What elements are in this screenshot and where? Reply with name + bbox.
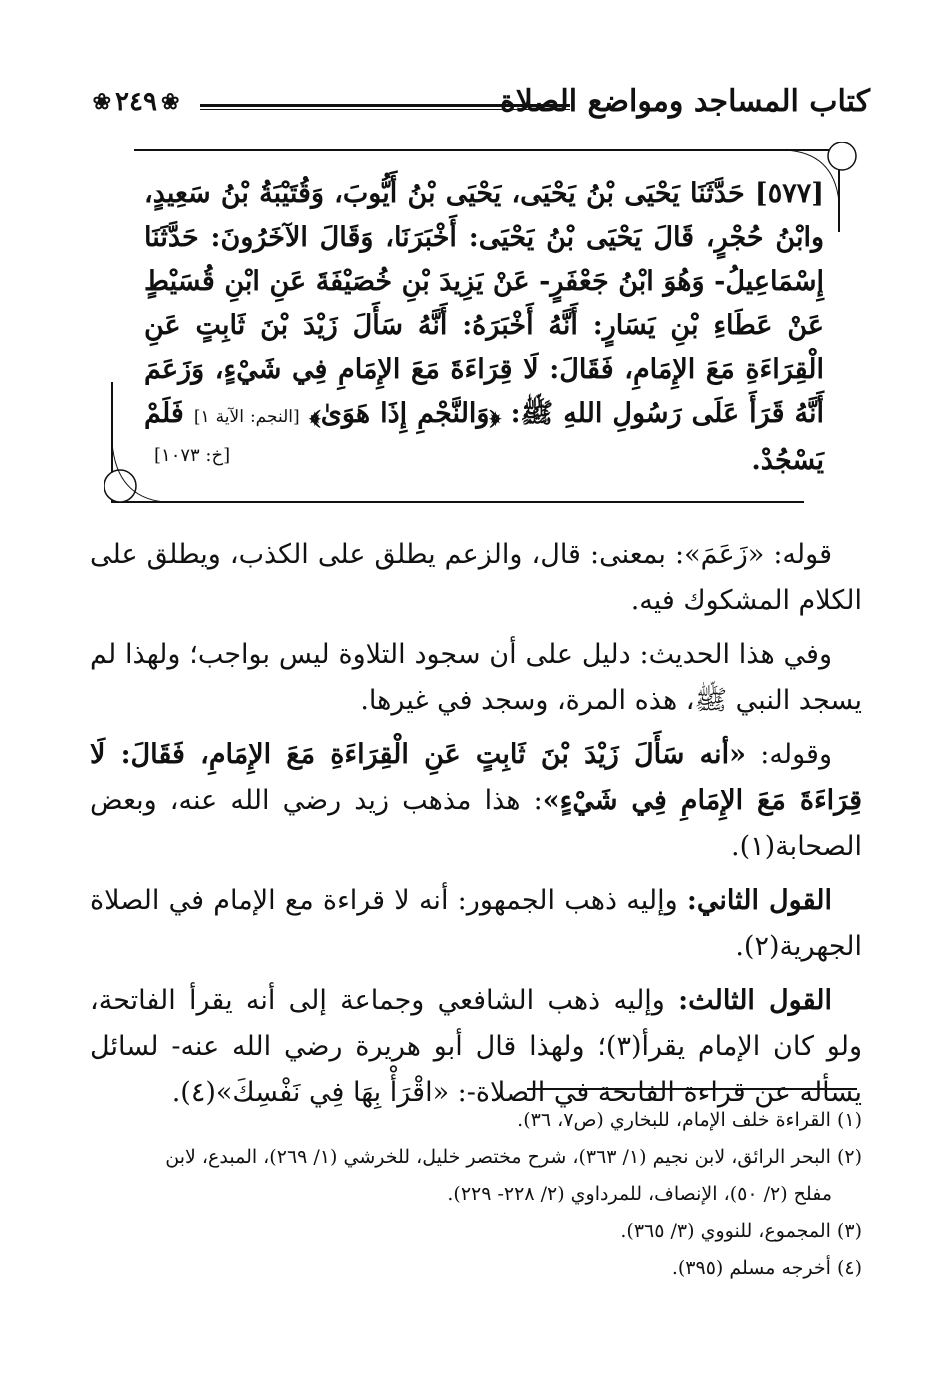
footnote-2: (٢) البحر الرائق، لابن نجيم (١/ ٣٦٣)، شرح مختصر خليل، للخرشي (١/ ٢٦٩)، المبدع، لابن [165, 1146, 862, 1168]
hadith-frame [104, 142, 864, 512]
page-number-badge [80, 78, 192, 126]
p4-label: القول الثاني: [686, 885, 832, 916]
footnote-3: (٣) المجموع، للنووي (٣/ ٣٦٥). [620, 1220, 862, 1242]
commentary [90, 532, 862, 1124]
p3-rest: : هذا مذهب زيد رضي الله عنه، وبعض الصحابة(١). [90, 785, 862, 862]
page-number: ٢٤٩ [115, 87, 157, 117]
paragraph-2: وفي هذا الحديث: دليل على أن سجود التلاوة ليس بواجب؛ ولهذا لم يسجد النبي ﷺ، هذه المرة، وسجد في غيرها. [90, 639, 862, 716]
paragraph-1: قوله: «زَعَمَ»: بمعنى: قال، والزعم يطلق على الكذب، ويطلق على الكلام المشكوك فيه. [90, 539, 862, 616]
hadith-body: [٥٧٧] حَدَّثَنَا يَحْيَى بْنُ يَحْيَى، يَحْيَى بْنُ أَيُّوبَ، وَقُتَيْبَةُ بْنُ سَعِيدٍ، وابْنُ حُجْرٍ، قَالَ يَحْيَى بْنُ يَحْيَى: أَخْبَرَنَا، وَقَالَ الآخَرُونَ: حَدَّثَنَا إِسْمَاعِيلُ- وَهُوَ ابْنُ جَعْفَرٍ- عَنْ يَزِيدَ بْنِ خُصَيْفَةَ عَنِ ابْنِ قُسَيْطٍ عَنْ عَطَاءِ بْنِ يَسَارٍ: أَنَّهُ أَخْبَرَهُ: أَنَّهُ سَأَلَ زَيْدَ بْنَ ثَابِتٍ عَنِ الْقِرَاءَةِ مَعَ الإِمَامِ، فَقَالَ: لَا قِرَاءَةَ مَعَ الإِمَامِ فِي شَيْءٍ، وَزَعَمَ أَنَّهُ قَرَأَ عَلَى رَسُولِ اللهِ ﷺ: ﴿وَالنَّجْمِ إِذَا هَوَىٰ﴾ [144, 178, 824, 429]
page-header [80, 68, 870, 128]
hadith-citation: [خ: ١٠٧٣] [154, 445, 231, 466]
hadith-text [144, 172, 824, 483]
footnotes [90, 1102, 862, 1287]
paragraph-5 [90, 978, 862, 1116]
p3-lead: وقوله: [745, 739, 832, 770]
p4-text: وإليه ذهب الجمهور: أنه لا قراءة مع الإمام في الصلاة الجهرية(٢). [90, 885, 862, 962]
quran-reference: [النجم: الآية ١] [193, 407, 300, 427]
book-title: كتاب المساجد ومواضع الصلاة [499, 84, 870, 119]
footnote-4: (٤) أخرجه مسلم (٣٩٥). [671, 1257, 862, 1279]
ornament-right-icon: ❀ [160, 89, 180, 115]
p3-quote: «أنه سَأَلَ زَيْدَ بْنَ ثَابِتٍ عَنِ الْقِرَاءَةِ مَعَ الإِمَامِ، فَقَالَ: لَا قِرَاءَةَ مَعَ الإِمَامِ فِي شَيْءٍ» [90, 739, 862, 816]
p5-label: القول الثالث: [678, 985, 832, 1016]
paragraph-3 [90, 732, 862, 870]
p5-text: وإليه ذهب الشافعي وجماعة إلى أنه يقرأ الفاتحة، ولو كان الإمام يقرأ(٣)؛ ولهذا قال أبو هريرة رضي الله عنه- لسائل يسأله عن قراءة الفاتحة في الصلاة-: «اقْرَأْ بِهَا فِي نَفْسِكَ»(٤). [90, 985, 863, 1108]
ornament-left-icon: ❀ [92, 89, 112, 115]
header-rule [200, 104, 570, 110]
footnote-1: (١) القراءة خلف الإمام، للبخاري (ص٧، ٣٦). [517, 1109, 862, 1131]
footnote-2-continued: مفلح (٢/ ٥٠)، الإنصاف، للمرداوي (٢/ ٢٢٨- ٢٢٩). [447, 1183, 832, 1205]
footnote-rule [527, 1088, 857, 1090]
hadith-ending: فَلَمْ يَسْجُدْ. [144, 398, 824, 476]
paragraph-4 [90, 878, 862, 970]
